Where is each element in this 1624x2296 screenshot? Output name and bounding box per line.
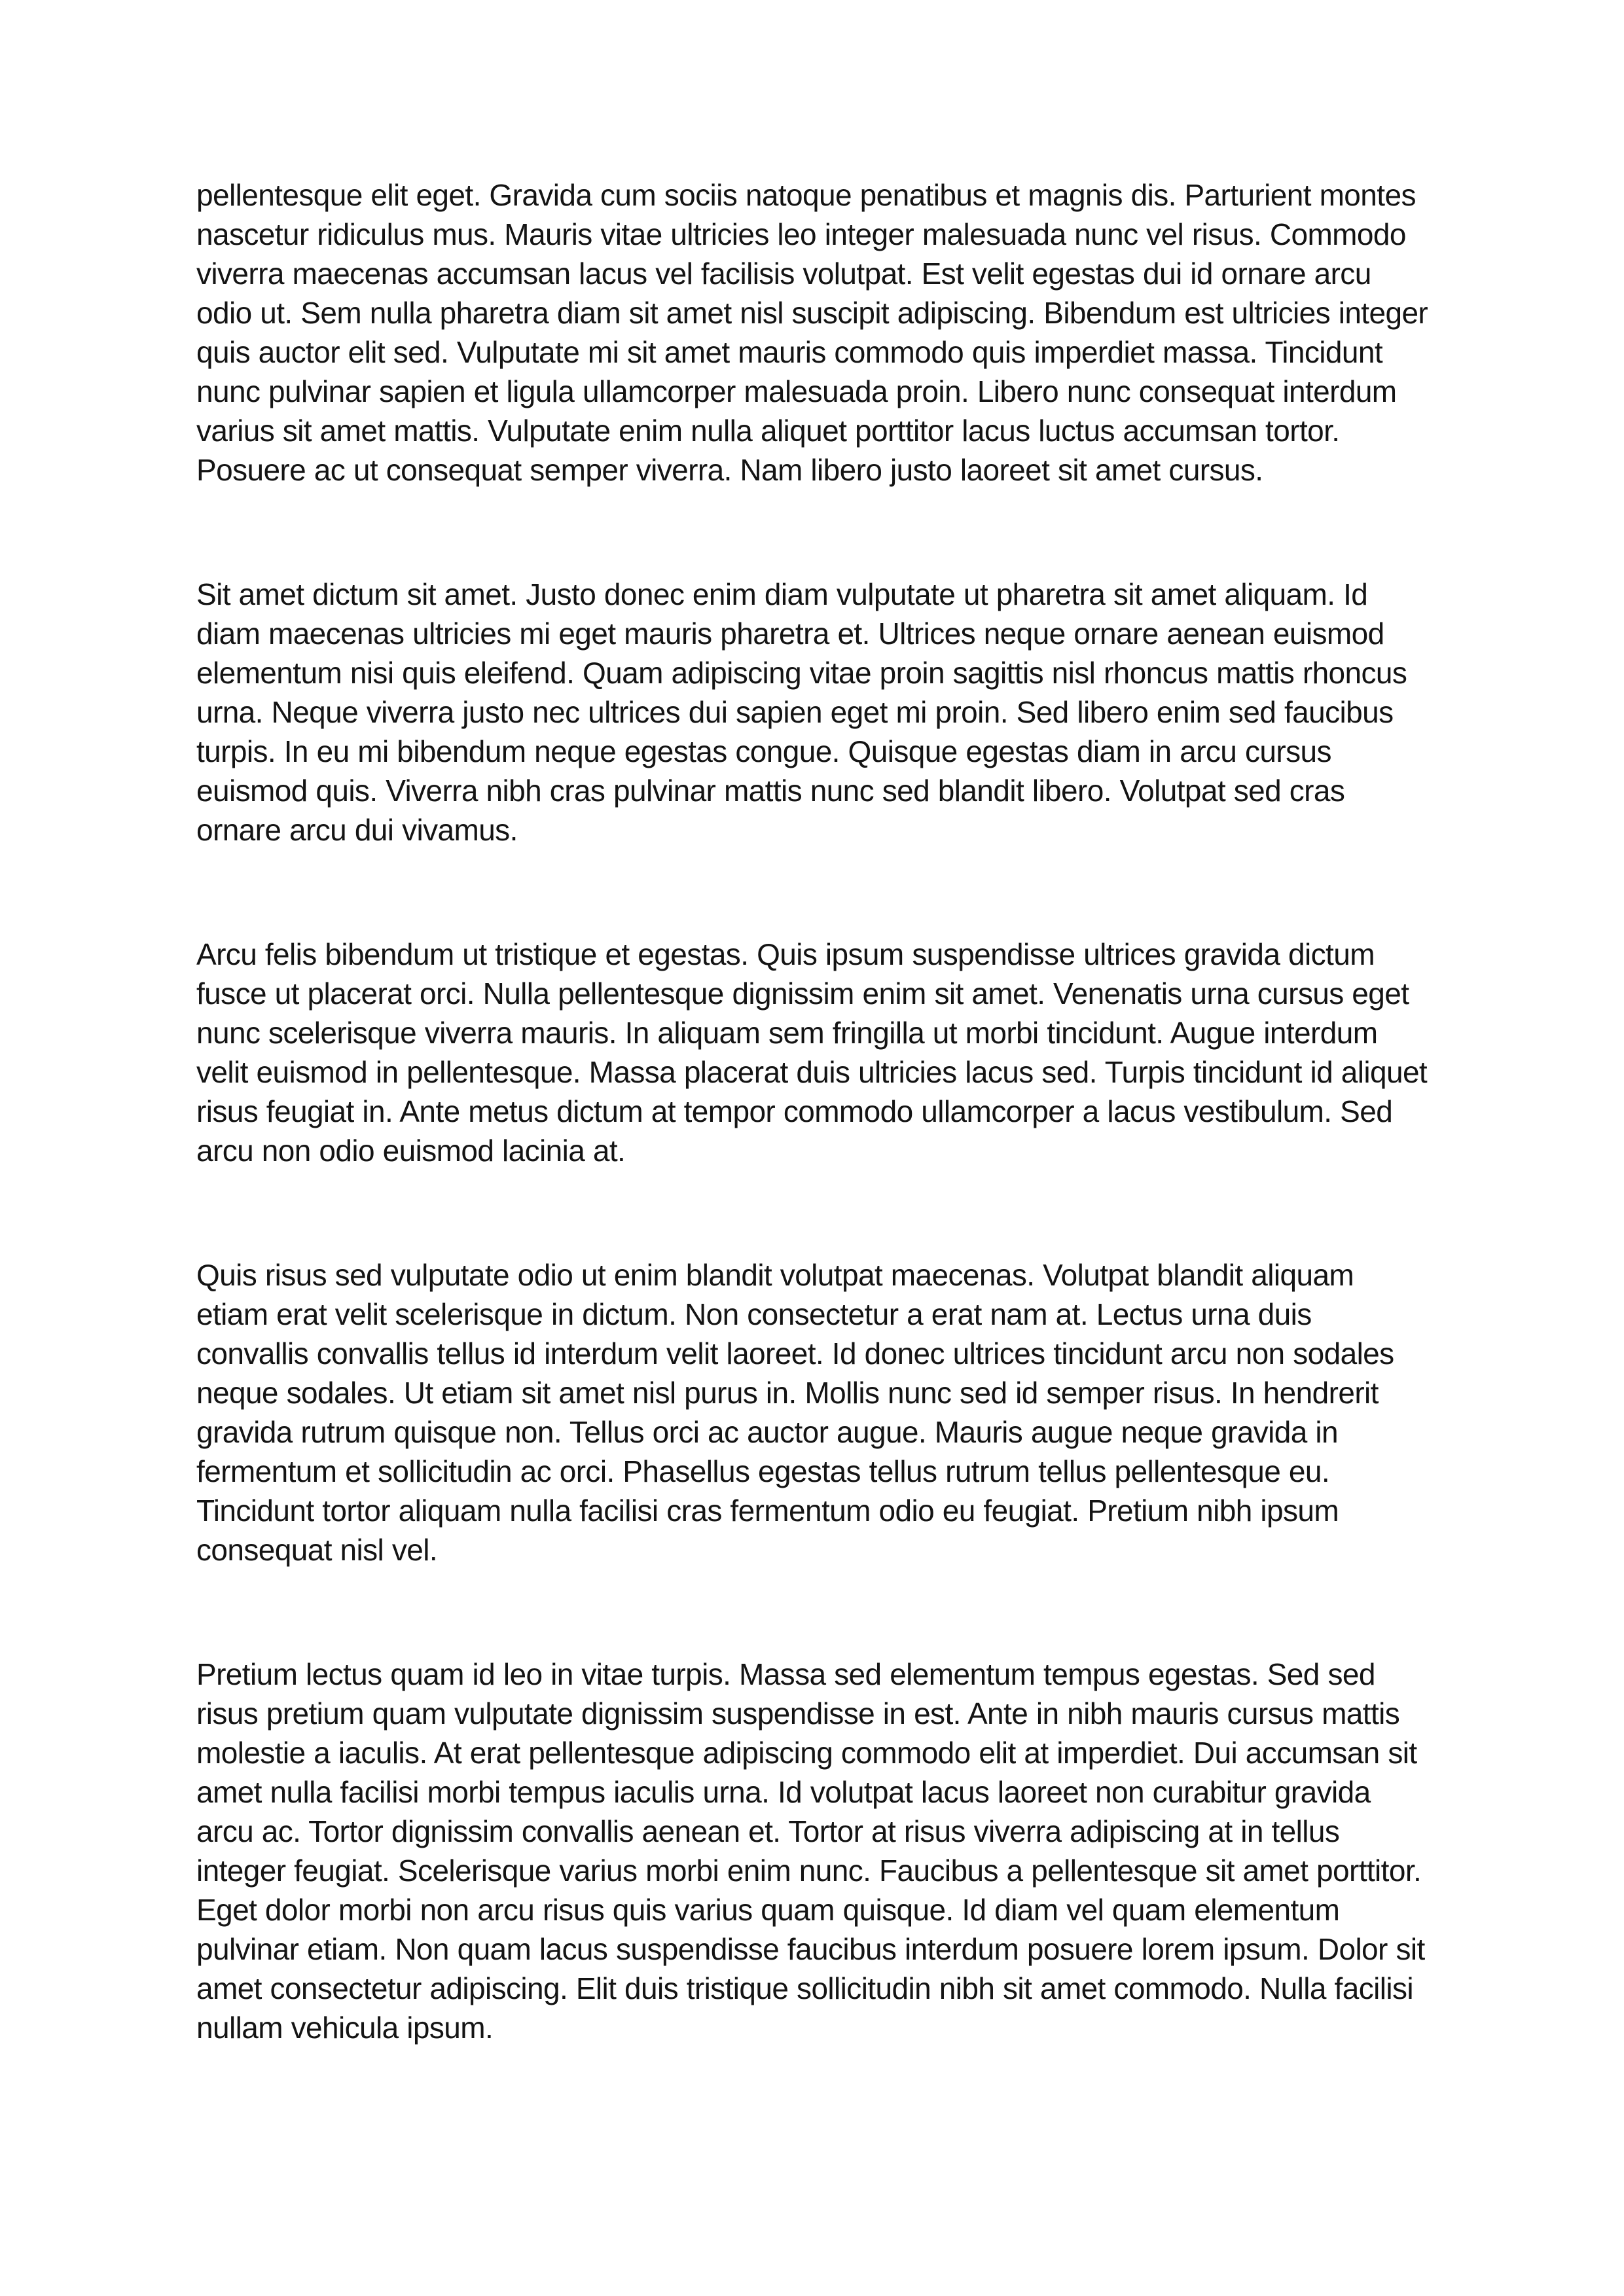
paragraph: Sit amet dictum sit amet. Justo donec enim diam vulputate ut pharetra sit amet aliquam. Id diam maecenas ultricies mi eget mauris pharetra et. Ultrices neque ornare aenean euismod elementum nisi quis eleifend. Quam adipiscing vitae proin sagittis nisl rhoncus mattis rhoncus urna. Neque viverra justo nec ultrices dui sapien eget mi proin. Sed libero enim sed faucibus turpis. In eu mi bibendum neque egestas congue. Quisque egestas diam in arcu cursus euismod quis. Viverra nibh cras pulvinar mattis nunc sed blandit libero. Volutpat sed cras ornare arcu dui vivamus.: [196, 577, 1407, 847]
document-text-body: [196, 175, 1430, 2132]
paragraph: Arcu felis bibendum ut tristique et egestas. Quis ipsum suspendisse ultrices gravida dictum fusce ut placerat orci. Nulla pellentesque dignissim enim sit amet. Venenatis urna cursus eget nunc scelerisque viverra mauris. In aliquam sem fringilla ut morbi tincidunt. Augue interdum velit euismod in pellentesque. Massa placerat duis ultricies lacus sed. Turpis tincidunt id aliquet risus feugiat in. Ante metus dictum at tempor commodo ullamcorper a lacus vestibulum. Sed arcu non odio euismod lacinia at.: [196, 937, 1428, 1168]
paragraph: Quis risus sed vulputate odio ut enim blandit volutpat maecenas. Volutpat blandit aliquam etiam erat velit scelerisque in dictum. Non consectetur a erat nam at. Lectus urna duis convallis convallis tellus id interdum velit laoreet. Id donec ultrices tincidunt arcu non sodales neque sodales. Ut etiam sit amet nisl purus in. Mollis nunc sed id semper risus. In hendrerit gravida rutrum quisque non. Tellus orci ac auctor augue. Mauris augue neque gravida in fermentum et sollicitudin ac orci. Phasellus egestas tellus rutrum tellus pellentesque eu. Tincidunt tortor aliquam nulla facilisi cras fermentum odio eu feugiat. Pretium nibh ipsum consequat nisl vel.: [196, 1258, 1394, 1567]
paragraph: pellentesque elit eget. Gravida cum sociis natoque penatibus et magnis dis. Parturient montes nascetur ridiculus mus. Mauris vitae ultricies leo integer malesuada nunc vel risus. Commodo viverra maecenas accumsan lacus vel facilisis volutpat. Est velit egestas dui id ornare arcu odio ut. Sem nulla pharetra diam sit amet nisl suscipit adipiscing. Bibendum est ultricies integer quis auctor elit sed. Vulputate mi sit amet mauris commodo quis imperdiet massa. Tincidunt nunc pulvinar sapien et ligula ullamcorper malesuada proin. Libero nunc consequat interdum varius sit amet mattis. Vulputate enim nulla aliquet porttitor lacus luctus accumsan tortor. Posuere ac ut consequat semper viverra. Nam libero justo laoreet sit amet cursus.: [196, 178, 1428, 487]
paragraph: Pretium lectus quam id leo in vitae turpis. Massa sed elementum tempus egestas. Sed sed risus pretium quam vulputate dignissim suspendisse in est. Ante in nibh mauris cursus mattis molestie a iaculis. At erat pellentesque adipiscing commodo elit at imperdiet. Dui accumsan sit amet nulla facilisi morbi tempus iaculis urna. Id volutpat lacus laoreet non curabitur gravida arcu ac. Tortor dignissim convallis aenean et. Tortor at risus viverra adipiscing at in tellus integer feugiat. Scelerisque varius morbi enim nunc. Faucibus a pellentesque sit amet porttitor. Eget dolor morbi non arcu risus quis varius quam quisque. Id diam vel quam elementum pulvinar etiam. Non quam lacus suspendisse faucibus interdum posuere lorem ipsum. Dolor sit amet consectetur adipiscing. Elit duis tristique sollicitudin nibh sit amet commodo. Nulla facilisi nullam vehicula ipsum.: [196, 1657, 1425, 2045]
